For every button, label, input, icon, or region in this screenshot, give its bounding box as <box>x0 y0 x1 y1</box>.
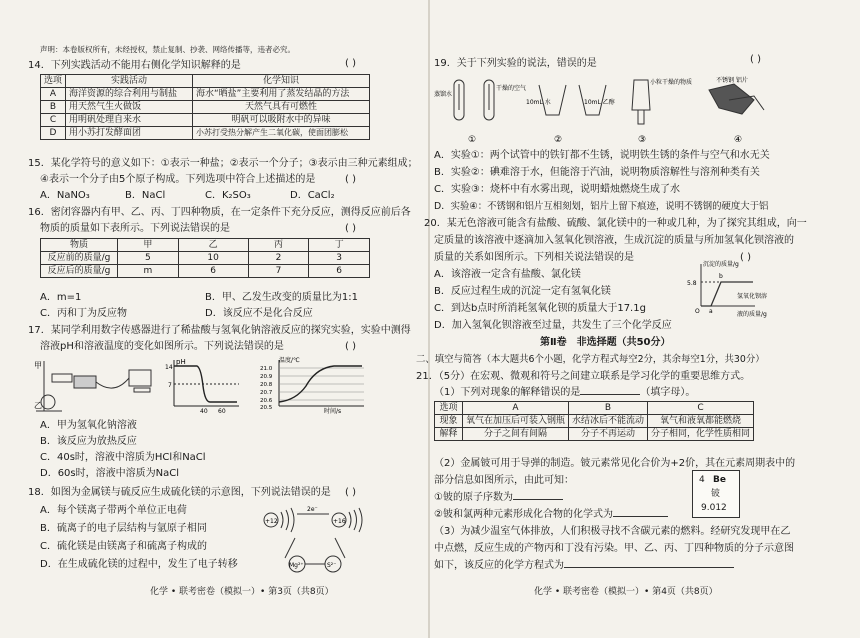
q16-header-cell: 丙 <box>248 239 309 252</box>
q21-cell: 水结冰后不能流动 <box>568 415 647 428</box>
exp1-air-label: 干燥的空气 <box>496 85 527 92</box>
q17-line2: 溶液pH和溶液温度的变化如图所示。下列说法错误的是 <box>40 341 284 352</box>
exp2-water-label: 10mL 水 <box>526 99 551 106</box>
q18-figure <box>255 502 375 577</box>
q21-part1-blank[interactable] <box>580 394 640 395</box>
temperature-curve <box>279 360 364 406</box>
q14-stem: 14．下列实践活动不能用右侧化学知识解释的是 <box>28 60 241 71</box>
temp-tick: 20.9 <box>260 374 273 380</box>
exp3-beaker-candle <box>632 80 650 124</box>
electron-transfer-label: 2e⁻ <box>307 506 318 513</box>
mg-ion-label: Mg²⁺ <box>289 562 304 569</box>
q21-part2a: （2）金属铍可用于导弹的制造。铍元素常见化合价为+2价，其在元素周期表中的 <box>434 458 796 469</box>
exp2-ethanol-label: 10mL 乙醇 <box>584 99 615 106</box>
q16-cell: 5 <box>118 252 179 265</box>
q20-paren: ( ) <box>740 252 751 263</box>
q21-part3c-text: 如下，该反应的化学方程式为 <box>434 560 564 571</box>
q17-figure <box>34 356 384 416</box>
ph-tick-60: 60 <box>218 408 226 415</box>
q16-line2: 物质的质量如下表所示。下列说法错误的是 <box>40 223 230 234</box>
q21-cell: 分子相同，化学性质相同 <box>647 428 753 441</box>
q21-cell: 分子之间有间隔 <box>462 428 568 441</box>
q19-option-c: C．实验③：烧杯中有水雾出现，说明蜡烛燃烧生成了水 <box>434 184 680 195</box>
q21-cell: 分子不再运动 <box>568 428 647 441</box>
q19-figure <box>434 70 774 148</box>
q16-cell: 6 <box>309 265 370 278</box>
temp-tick: 20.5 <box>260 405 273 411</box>
q20-option-c: C．到达b点时所消耗氢氧化钡的质量大于17.1g <box>434 303 646 314</box>
exp1-water-label: 蒸馏水 <box>434 91 453 98</box>
q19-paren: ( ) <box>750 54 761 65</box>
q21-table <box>434 401 754 441</box>
label-jia: 甲 <box>34 361 42 370</box>
q16-option-a: A．m=1 <box>40 292 82 303</box>
q21-header-cell: 选项 <box>435 402 463 415</box>
q18-option-c: C．硫化镁是由镁离子和硫离子构成的 <box>40 541 207 552</box>
be-name: 铍 <box>711 489 721 499</box>
q16-cell: 10 <box>178 252 248 265</box>
temp-tick: 20.7 <box>260 390 273 396</box>
temp-tick: 20.8 <box>260 382 273 388</box>
q19-option-a: A．实验①：两个试管中的铁钉都不生锈，说明铁生锈的条件与空气和水无关 <box>434 150 770 161</box>
q16-cell: 2 <box>248 252 309 265</box>
time-axis-label: 时间/s <box>324 408 342 415</box>
q21-part2d-text: ②铍和氯两种元素形成化合物的化学式为 <box>434 509 613 520</box>
s-nucleus-label: +16 <box>333 518 346 525</box>
q21-part3a: （3）为减少温室气体排放，人们积极寻找不含碳元素的燃料。经研究发现甲在乙 <box>434 526 791 537</box>
q17-option-d: D．60s时，溶液中溶质为NaCl <box>40 468 180 479</box>
atomic-number-blank[interactable] <box>513 499 563 500</box>
q16-cell: 反应前的质量/g <box>41 252 118 265</box>
q14-table <box>40 74 370 140</box>
q20-line1: 20．某无色溶液可能含有盐酸、硫酸、氯化镁中的一种或几种，为了探究其组成，向一 <box>424 218 807 229</box>
q17-option-c: C．40s时，溶液中溶质为HCl和NaCl <box>40 452 206 463</box>
q16-cell: 7 <box>248 265 309 278</box>
q16-cell: 6 <box>178 265 248 278</box>
q14-cell: 用明矾处理自来水 <box>66 114 193 127</box>
ph-curve <box>174 360 239 406</box>
exp4-number: ④ <box>734 135 743 145</box>
q14-cell: 海水“晒盐”主要利用了蒸发结晶的方法 <box>193 88 370 101</box>
q20-xlabel: 氢氧化钡溶 <box>737 293 768 300</box>
be-symbol: Be <box>713 475 726 485</box>
q14-cell: B <box>41 101 66 114</box>
q14-cell: 用小苏打发酵面团 <box>66 127 193 140</box>
temp-tick: 20.6 <box>260 398 273 404</box>
q16-option-b: B．甲、乙发生改变的质量比为1:1 <box>205 292 358 303</box>
exp1-test-tubes <box>454 80 494 120</box>
q21-part1 <box>434 387 695 399</box>
q20-ylabel: 沉淀的质量/g <box>703 261 739 268</box>
q21-part3b: 中点燃，反应生成的产物丙和丁没有污染。甲、乙、丙、丁四种物质的分子示意图 <box>434 543 794 554</box>
q21-part2c <box>434 492 563 504</box>
exp4-label: 不锈钢 铝片 <box>716 77 748 84</box>
q20-line2: 定质量的该溶液中逐滴加入氢氧化钡溶液，生成沉淀的质量与所加氢氧化钡溶液的 <box>434 235 794 246</box>
be-atomic-number: 4 <box>699 475 705 485</box>
q14-cell: 用天然气生火做饭 <box>66 101 193 114</box>
q21-cell: 氧气和液氧都能燃烧 <box>647 415 753 428</box>
q14-header-cell: 化学知识 <box>193 75 370 88</box>
q16-table <box>40 238 370 278</box>
q20-option-a: A．该溶液一定含有盐酸、氯化镁 <box>434 269 581 280</box>
exp3-number: ③ <box>638 135 647 145</box>
ph-tick-7: 7 <box>168 382 172 389</box>
q15-line1: 15．某化学符号的意义如下：①表示一种盐；②表示一个分子；③表示由三种元素组成； <box>28 158 418 169</box>
q21-part2d <box>434 509 668 521</box>
q20-figure <box>685 258 785 320</box>
q16-header-cell: 甲 <box>118 239 179 252</box>
q14-cell: A <box>41 88 66 101</box>
q16-cell: m <box>118 265 179 278</box>
q15-line2: ④表示一个分子由5个原子构成。下列选项中符合上述描述的是 <box>40 174 316 185</box>
left-page <box>0 0 428 638</box>
q14-cell: D <box>41 127 66 140</box>
q14-cell: 小苏打受热分解产生二氧化碳，使面团膨松 <box>193 127 370 140</box>
sensor-apparatus <box>36 361 151 411</box>
q20-y-tick: 5.8 <box>687 280 697 287</box>
q20-option-d: D．加入氢氧化钡溶液至过量，共发生了三个化学反应 <box>434 320 672 331</box>
mg-nucleus-label: +12 <box>265 518 278 525</box>
part2-heading: 二、填空与简答（本大题共6个小题，化学方程式每空2分，其余每空1分，共30分） <box>416 354 765 365</box>
q16-line1: 16．密闭容器内有甲、乙、丙、丁四种物质，在一定条件下充分反应，测得反应前后各 <box>28 207 411 218</box>
q15-option-d: D．CaCl₂ <box>290 190 335 201</box>
q21-part1-text: （1）下列对现象的解释错误的是 <box>434 387 581 398</box>
q19-option-b: B．实验②：碘难溶于水，但能溶于汽油，说明物质溶解性与溶剂种类有关 <box>434 167 760 178</box>
q18-option-a: A．每个镁离子带两个单位正电荷 <box>40 505 187 516</box>
q20-origin: O <box>695 308 700 315</box>
q14-cell: C <box>41 114 66 127</box>
right-page <box>416 0 860 638</box>
label-yi: 乙 <box>34 401 42 410</box>
q16-cell: 3 <box>309 252 370 265</box>
q21-cell: 氧气在加压后可装入钢瓶 <box>462 415 568 428</box>
ph-tick-14: 14 <box>165 364 173 371</box>
copyright-notice: 声明：本卷版权所有，未经授权，禁止复制、抄袭、网络传播等，违者必究。 <box>40 45 295 54</box>
q16-header-cell: 乙 <box>178 239 248 252</box>
q21-cell: 解释 <box>435 428 463 441</box>
q16-header-cell: 物质 <box>41 239 118 252</box>
q21-part2b: 部分信息如图所示，由此可知： <box>434 475 574 486</box>
q14-paren: ( ) <box>345 58 356 69</box>
q17-option-a: A．甲为氢氧化钠溶液 <box>40 420 137 431</box>
q18-option-b: B．硫离子的电子层结构与氩原子相同 <box>40 523 207 534</box>
q16-option-d: D．该反应不是化合反应 <box>205 308 313 319</box>
q15-paren: ( ) <box>345 174 356 185</box>
q16-paren: ( ) <box>345 223 356 234</box>
q21-part1-suffix: （填字母）。 <box>640 387 696 398</box>
exp3-label: 小粒干燥的物质 <box>650 79 693 86</box>
q19-stem: 19．关于下列实验的说法，错误的是 <box>434 58 597 69</box>
q14-cell: 明矾可以吸附水中的异味 <box>193 114 370 127</box>
exp2-number: ② <box>554 135 563 145</box>
exp1-number: ① <box>468 135 477 145</box>
q20-option-b: B．反应过程生成的沉淀一定有氢氧化镁 <box>434 286 611 297</box>
q15-option-b: B．NaCl <box>125 190 166 201</box>
q20-point-b: b <box>719 273 723 280</box>
temp-tick: 21.0 <box>260 366 273 372</box>
temp-axis-label: 温度/℃ <box>279 357 300 364</box>
q14-cell: 海洋资源的综合利用与制盐 <box>66 88 193 101</box>
formula-blank[interactable] <box>613 516 668 517</box>
q20-point-a: a <box>709 308 713 315</box>
q21-part2c-text: ①铍的原子序数为 <box>434 492 513 503</box>
q17-line1: 17．某同学利用数字传感器进行了稀盐酸与氢氧化钠溶液反应的探究实验，实验中测得 <box>28 325 411 336</box>
equation-blank[interactable] <box>564 567 734 568</box>
q16-option-c: C．丙和丁为反应物 <box>40 308 127 319</box>
q21-header-cell: C <box>647 402 753 415</box>
q21-cell: 现象 <box>435 415 463 428</box>
q16-cell: 反应后的质量/g <box>41 265 118 278</box>
ph-axis-label: pH <box>176 358 186 366</box>
q20-xlabel: 液的质量/g <box>737 311 767 318</box>
q18-paren: ( ) <box>345 487 356 498</box>
q16-header-cell: 丁 <box>309 239 370 252</box>
q21-part3c <box>434 560 734 572</box>
q21-intro: 21．（5分）在宏观、微观和符号之间建立联系是学习化学的重要思维方式。 <box>416 371 751 382</box>
be-mass: 9.012 <box>701 503 727 513</box>
q14-header-cell: 选项 <box>41 75 66 88</box>
q17-option-b: B．该反应为放热反应 <box>40 436 137 447</box>
q18-stem: 18．如图为金属镁与硫反应生成硫化镁的示意图，下列说法错误的是 <box>28 487 331 498</box>
q18-option-d: D．在生成硫化镁的过程中，发生了电子转移 <box>40 559 238 570</box>
right-footer: 化学 • 联考密卷（模拟一）• 第4页（共8页） <box>534 587 718 597</box>
q17-paren: ( ) <box>345 341 356 352</box>
q20-line3: 质量的关系如图所示。下列相关说法错误的是 <box>434 252 634 263</box>
s-ion-label: S²⁻ <box>327 562 337 569</box>
section-title: 第Ⅱ卷 非选择题（共50分） <box>540 337 671 348</box>
q21-header-cell: B <box>568 402 647 415</box>
be-element-card <box>692 470 740 518</box>
q15-option-a: A．NaNO₃ <box>40 190 90 201</box>
left-footer: 化学 • 联考密卷（模拟一）• 第3页（共8页） <box>150 587 334 597</box>
q14-cell: 天然气具有可燃性 <box>193 101 370 114</box>
q14-header-cell: 实践活动 <box>66 75 193 88</box>
q19-option-d: D．实验④：不锈钢和铝片互相刻划，铝片上留下痕迹，说明不锈钢的硬度大于铝 <box>434 201 769 212</box>
ph-tick-40: 40 <box>200 408 208 415</box>
q15-option-c: C．K₂SO₃ <box>205 190 251 201</box>
exp4-metal-plates <box>709 84 764 114</box>
q21-header-cell: A <box>462 402 568 415</box>
